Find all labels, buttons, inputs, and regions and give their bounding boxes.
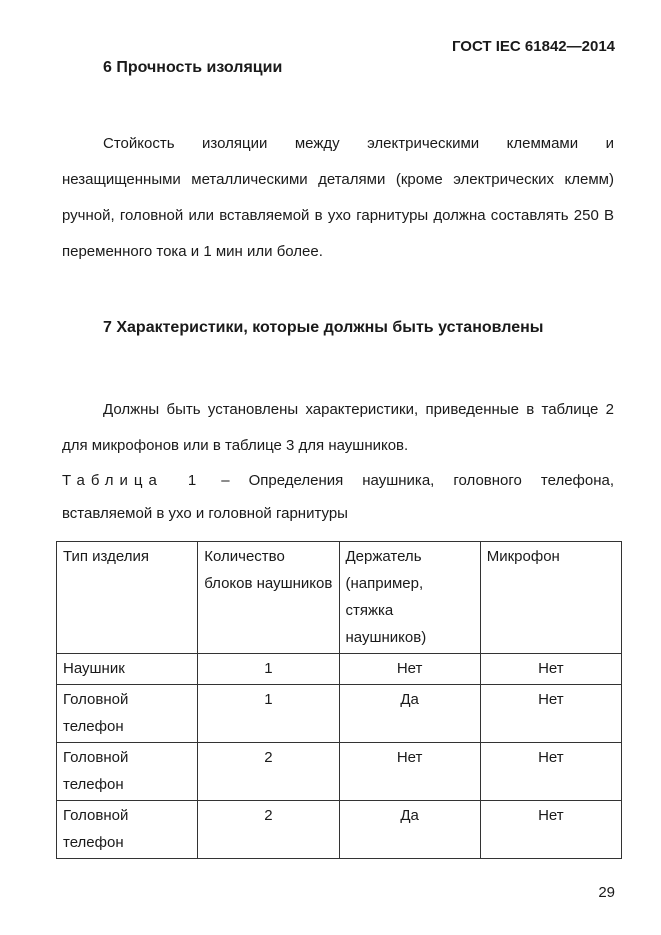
cell-count: 1 (198, 654, 339, 685)
header-holder: Держатель (например, стяжка наушников) (339, 542, 480, 654)
header-earphone-count: Количество блоков наушников (198, 542, 339, 654)
cell-holder: Да (339, 685, 480, 743)
table-caption-text: – Определения наушника, головного телефона, вставляемой в ухо и головной гарнитуры (62, 472, 615, 522)
cell-type: Головной телефон (57, 801, 198, 859)
cell-holder: Да (339, 801, 480, 859)
section-7-title: 7 Характеристики, которые должны быть установлены (103, 319, 544, 336)
table-row (57, 685, 622, 743)
cell-type: Наушник (57, 654, 198, 685)
table-row (57, 801, 622, 859)
cell-holder: Нет (339, 743, 480, 801)
cell-count: 2 (198, 743, 339, 801)
table-header-row (57, 542, 622, 654)
section-6-paragraph: Стойкость изоляции между электрическими клеммами и незащищенными металлическими деталями (кроме электрических клемм) ручной, головной или вставляемой в ухо гарнитуры должна составлять 250 В переменного тока и 1 мин или более. (62, 135, 614, 260)
cell-count: 1 (198, 685, 339, 743)
section-7-paragraph: Должны быть установлены характеристики, приведенные в таблице 2 для микрофонов или в таблице 3 для наушников. (62, 401, 614, 454)
definitions-table (56, 541, 622, 859)
section-6-title: 6 Прочность изоляции (103, 59, 283, 76)
cell-microphone: Нет (480, 801, 621, 859)
cell-count: 2 (198, 801, 339, 859)
cell-microphone: Нет (480, 654, 621, 685)
document-header: ГОСТ IEC 61842—2014 (451, 38, 615, 55)
table-caption-label: Таблица 1 (62, 472, 203, 489)
page-number: 29 (598, 884, 615, 901)
cell-type: Головной телефон (57, 685, 198, 743)
table-row (57, 654, 622, 685)
header-microphone: Микрофон (480, 542, 621, 654)
cell-holder: Нет (339, 654, 480, 685)
table-caption (62, 464, 614, 530)
table-row (57, 743, 622, 801)
cell-type: Головной телефон (57, 743, 198, 801)
cell-microphone: Нет (480, 743, 621, 801)
header-product-type: Тип изделия (57, 542, 198, 654)
cell-microphone: Нет (480, 685, 621, 743)
